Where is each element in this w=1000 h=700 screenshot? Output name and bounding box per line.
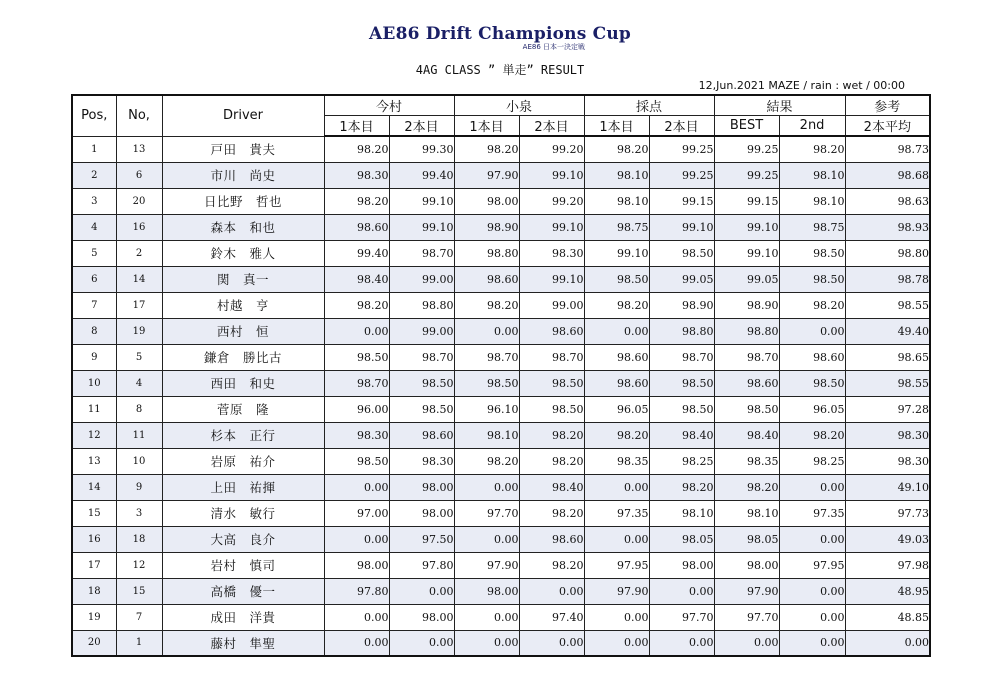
score-cell: 98.60 [584, 370, 649, 396]
driver-cell: 日比野 哲也 [162, 188, 324, 214]
score-cell: 97.90 [714, 578, 779, 604]
score-cell: 99.10 [649, 214, 714, 240]
score-cell: 98.05 [714, 526, 779, 552]
score-cell: 98.25 [649, 448, 714, 474]
score-cell: 98.30 [324, 422, 389, 448]
score-cell: 98.10 [584, 188, 649, 214]
score-cell: 98.20 [779, 136, 845, 162]
driver-cell: 清水 敏行 [162, 500, 324, 526]
table-row [72, 344, 930, 370]
driver-cell: 市川 尚史 [162, 162, 324, 188]
score-cell: 98.20 [779, 292, 845, 318]
pos-cell: 6 [72, 266, 116, 292]
car-number-cell: 10 [116, 448, 162, 474]
score-cell: 97.70 [649, 604, 714, 630]
driver-cell: 岩原 祐介 [162, 448, 324, 474]
header-group-judge1: 今村 [324, 95, 454, 116]
car-number-cell: 18 [116, 526, 162, 552]
pos-cell: 2 [72, 162, 116, 188]
score-cell: 98.20 [454, 292, 519, 318]
table-row [72, 370, 930, 396]
score-cell: 98.50 [779, 370, 845, 396]
score-cell: 97.98 [845, 552, 930, 578]
score-cell: 98.60 [714, 370, 779, 396]
score-cell: 0.00 [324, 318, 389, 344]
score-cell: 98.00 [649, 552, 714, 578]
car-number-cell: 19 [116, 318, 162, 344]
pos-cell: 5 [72, 240, 116, 266]
score-cell: 98.40 [649, 422, 714, 448]
score-cell: 98.55 [845, 370, 930, 396]
car-number-cell: 3 [116, 500, 162, 526]
score-cell: 97.73 [845, 500, 930, 526]
score-cell: 97.00 [324, 500, 389, 526]
header-sub: 2本平均 [845, 116, 930, 137]
car-number-cell: 5 [116, 344, 162, 370]
score-cell: 99.10 [519, 162, 584, 188]
table-row [72, 240, 930, 266]
table-row [72, 526, 930, 552]
score-cell: 98.75 [584, 214, 649, 240]
score-cell: 99.00 [519, 292, 584, 318]
score-cell: 96.05 [584, 396, 649, 422]
car-number-cell: 13 [116, 136, 162, 162]
score-cell: 97.90 [454, 552, 519, 578]
score-cell: 0.00 [584, 630, 649, 656]
driver-cell: 森本 和也 [162, 214, 324, 240]
score-cell: 99.30 [389, 136, 454, 162]
score-cell: 98.65 [845, 344, 930, 370]
score-cell: 98.20 [324, 188, 389, 214]
score-cell: 98.25 [779, 448, 845, 474]
score-cell: 98.20 [584, 422, 649, 448]
pos-cell: 3 [72, 188, 116, 214]
score-cell: 0.00 [649, 578, 714, 604]
table-row [72, 188, 930, 214]
car-number-cell: 17 [116, 292, 162, 318]
pos-cell: 19 [72, 604, 116, 630]
score-cell: 98.20 [519, 422, 584, 448]
score-cell: 0.00 [845, 630, 930, 656]
score-cell: 98.30 [389, 448, 454, 474]
score-cell: 98.50 [649, 370, 714, 396]
score-cell: 97.90 [584, 578, 649, 604]
score-cell: 98.50 [519, 370, 584, 396]
score-cell: 98.93 [845, 214, 930, 240]
score-cell: 0.00 [324, 526, 389, 552]
score-cell: 48.85 [845, 604, 930, 630]
score-cell: 98.30 [324, 162, 389, 188]
score-cell: 0.00 [779, 318, 845, 344]
score-cell: 98.60 [519, 318, 584, 344]
header-group-judge2: 小泉 [454, 95, 584, 116]
header-sub: BEST [714, 116, 779, 137]
header-sub: 2本目 [519, 116, 584, 137]
score-cell: 98.50 [714, 396, 779, 422]
score-cell: 98.10 [779, 188, 845, 214]
driver-cell: 鈴木 雅人 [162, 240, 324, 266]
score-cell: 0.00 [779, 578, 845, 604]
pos-cell: 20 [72, 630, 116, 656]
score-cell: 99.15 [714, 188, 779, 214]
car-number-cell: 9 [116, 474, 162, 500]
score-cell: 97.95 [584, 552, 649, 578]
header-sub: 2本目 [649, 116, 714, 137]
score-cell: 98.20 [454, 136, 519, 162]
driver-cell: 藤村 隼聖 [162, 630, 324, 656]
score-cell: 0.00 [324, 474, 389, 500]
score-cell: 97.80 [324, 578, 389, 604]
score-cell: 0.00 [779, 604, 845, 630]
score-cell: 99.10 [714, 214, 779, 240]
car-number-cell: 11 [116, 422, 162, 448]
score-cell: 98.20 [519, 500, 584, 526]
driver-cell: 高橋 優一 [162, 578, 324, 604]
score-cell: 0.00 [584, 474, 649, 500]
score-cell: 98.63 [845, 188, 930, 214]
header-sub: 1本目 [324, 116, 389, 137]
score-cell: 99.00 [389, 266, 454, 292]
score-cell: 98.00 [324, 552, 389, 578]
score-cell: 0.00 [389, 630, 454, 656]
score-cell: 99.10 [584, 240, 649, 266]
score-cell: 98.50 [324, 344, 389, 370]
pos-cell: 13 [72, 448, 116, 474]
score-cell: 98.30 [845, 422, 930, 448]
score-cell: 98.20 [584, 136, 649, 162]
table-row [72, 136, 930, 162]
score-cell: 99.10 [389, 214, 454, 240]
score-cell: 0.00 [454, 630, 519, 656]
score-cell: 97.40 [519, 604, 584, 630]
car-number-cell: 15 [116, 578, 162, 604]
score-cell: 98.50 [649, 240, 714, 266]
score-cell: 98.20 [649, 474, 714, 500]
score-cell: 49.40 [845, 318, 930, 344]
header-group-score: 採点 [584, 95, 714, 116]
score-cell: 97.35 [584, 500, 649, 526]
driver-cell: 関 真一 [162, 266, 324, 292]
car-number-cell: 1 [116, 630, 162, 656]
car-number-cell: 7 [116, 604, 162, 630]
driver-cell: 戸田 貴夫 [162, 136, 324, 162]
pos-cell: 7 [72, 292, 116, 318]
header-sub: 2nd [779, 116, 845, 137]
score-cell: 98.40 [324, 266, 389, 292]
score-cell: 0.00 [389, 578, 454, 604]
score-cell: 98.05 [649, 526, 714, 552]
score-cell: 99.05 [714, 266, 779, 292]
driver-cell: 鎌倉 勝比古 [162, 344, 324, 370]
score-cell: 98.80 [454, 240, 519, 266]
table-row [72, 474, 930, 500]
score-cell: 96.10 [454, 396, 519, 422]
score-cell: 97.70 [454, 500, 519, 526]
table-row [72, 396, 930, 422]
score-cell: 0.00 [519, 630, 584, 656]
score-cell: 0.00 [779, 526, 845, 552]
table-row [72, 604, 930, 630]
car-number-cell: 20 [116, 188, 162, 214]
score-cell: 99.25 [714, 136, 779, 162]
score-cell: 48.95 [845, 578, 930, 604]
table-row [72, 266, 930, 292]
driver-cell: 村越 亨 [162, 292, 324, 318]
score-cell: 98.00 [454, 578, 519, 604]
pos-cell: 16 [72, 526, 116, 552]
event-logo [0, 24, 1000, 52]
pos-cell: 10 [72, 370, 116, 396]
score-cell: 98.35 [584, 448, 649, 474]
score-cell: 98.80 [845, 240, 930, 266]
score-cell: 98.60 [324, 214, 389, 240]
header-sub: 1本目 [584, 116, 649, 137]
score-cell: 98.90 [714, 292, 779, 318]
driver-cell: 成田 洋貴 [162, 604, 324, 630]
score-cell: 0.00 [779, 474, 845, 500]
score-cell: 0.00 [324, 630, 389, 656]
score-cell: 98.60 [389, 422, 454, 448]
score-cell: 98.20 [714, 474, 779, 500]
score-cell: 99.10 [389, 188, 454, 214]
score-cell: 0.00 [649, 630, 714, 656]
event-info: 12,Jun.2021 MAZE / rain : wet / 00:00 [698, 79, 905, 92]
score-cell: 98.60 [584, 344, 649, 370]
score-cell: 98.90 [454, 214, 519, 240]
pos-cell: 4 [72, 214, 116, 240]
score-cell: 97.80 [389, 552, 454, 578]
score-cell: 96.00 [324, 396, 389, 422]
page-title: 4AG CLASS ” 単走” RESULT [415, 63, 585, 77]
score-cell: 98.55 [845, 292, 930, 318]
score-cell: 0.00 [584, 318, 649, 344]
score-cell: 0.00 [454, 526, 519, 552]
score-cell: 0.00 [454, 604, 519, 630]
score-cell: 98.30 [845, 448, 930, 474]
score-cell: 98.70 [519, 344, 584, 370]
driver-cell: 西田 和史 [162, 370, 324, 396]
score-cell: 97.95 [779, 552, 845, 578]
score-cell: 0.00 [324, 604, 389, 630]
header-group-result: 結果 [714, 95, 845, 116]
score-cell: 98.20 [779, 422, 845, 448]
score-cell: 98.10 [779, 162, 845, 188]
pos-cell: 11 [72, 396, 116, 422]
driver-cell: 杉本 正行 [162, 422, 324, 448]
header-driver: Driver [162, 95, 324, 136]
header-group-reference: 参考 [845, 95, 930, 116]
score-cell: 98.70 [389, 344, 454, 370]
table-row [72, 422, 930, 448]
pos-cell: 9 [72, 344, 116, 370]
score-cell: 98.10 [454, 422, 519, 448]
header-sub: 2本目 [389, 116, 454, 137]
pos-cell: 17 [72, 552, 116, 578]
score-cell: 96.05 [779, 396, 845, 422]
score-cell: 98.70 [324, 370, 389, 396]
pos-cell: 1 [72, 136, 116, 162]
score-cell: 98.20 [519, 552, 584, 578]
car-number-cell: 12 [116, 552, 162, 578]
score-cell: 98.50 [519, 396, 584, 422]
score-cell: 98.20 [324, 136, 389, 162]
score-cell: 49.10 [845, 474, 930, 500]
score-cell: 98.90 [649, 292, 714, 318]
score-cell: 98.20 [454, 448, 519, 474]
score-cell: 97.50 [389, 526, 454, 552]
score-cell: 99.15 [649, 188, 714, 214]
score-cell: 98.75 [779, 214, 845, 240]
logo-title: AE86 Drift Champions Cup [369, 24, 631, 44]
pos-cell: 15 [72, 500, 116, 526]
logo-subtitle: AE86 日本一決定戦 [522, 43, 585, 51]
score-cell: 98.70 [649, 344, 714, 370]
table-row [72, 318, 930, 344]
pos-cell: 12 [72, 422, 116, 448]
score-cell: 98.10 [649, 500, 714, 526]
score-cell: 99.25 [649, 136, 714, 162]
table-row [72, 552, 930, 578]
score-cell: 98.50 [389, 396, 454, 422]
score-cell: 98.50 [324, 448, 389, 474]
score-cell: 98.20 [324, 292, 389, 318]
car-number-cell: 16 [116, 214, 162, 240]
score-cell: 98.50 [779, 240, 845, 266]
score-cell: 98.73 [845, 136, 930, 162]
score-cell: 0.00 [454, 318, 519, 344]
score-cell: 98.30 [519, 240, 584, 266]
score-cell: 0.00 [779, 630, 845, 656]
score-cell: 98.50 [649, 396, 714, 422]
score-cell: 98.00 [389, 604, 454, 630]
score-cell: 0.00 [519, 578, 584, 604]
table-row [72, 162, 930, 188]
score-cell: 98.78 [845, 266, 930, 292]
driver-cell: 西村 恒 [162, 318, 324, 344]
score-cell: 99.10 [714, 240, 779, 266]
driver-cell: 大高 良介 [162, 526, 324, 552]
score-cell: 0.00 [584, 604, 649, 630]
score-cell: 98.50 [584, 266, 649, 292]
score-cell: 99.20 [519, 136, 584, 162]
score-cell: 98.20 [519, 448, 584, 474]
score-cell: 98.10 [714, 500, 779, 526]
score-cell: 99.25 [649, 162, 714, 188]
score-cell: 98.00 [389, 474, 454, 500]
score-cell: 98.50 [389, 370, 454, 396]
score-cell: 99.20 [519, 188, 584, 214]
score-cell: 98.60 [779, 344, 845, 370]
driver-cell: 菅原 隆 [162, 396, 324, 422]
score-cell: 99.00 [389, 318, 454, 344]
score-cell: 98.80 [389, 292, 454, 318]
header-sub: 1本目 [454, 116, 519, 137]
car-number-cell: 6 [116, 162, 162, 188]
score-cell: 99.10 [519, 214, 584, 240]
score-cell: 98.20 [584, 292, 649, 318]
car-number-cell: 8 [116, 396, 162, 422]
score-cell: 98.00 [714, 552, 779, 578]
score-cell: 98.60 [454, 266, 519, 292]
score-cell: 98.80 [649, 318, 714, 344]
score-cell: 0.00 [454, 474, 519, 500]
score-cell: 98.40 [519, 474, 584, 500]
score-cell: 99.25 [714, 162, 779, 188]
score-cell: 98.50 [779, 266, 845, 292]
score-cell: 98.68 [845, 162, 930, 188]
score-cell: 97.90 [454, 162, 519, 188]
score-cell: 98.80 [714, 318, 779, 344]
score-cell: 98.50 [454, 370, 519, 396]
header-no: No, [116, 95, 162, 136]
table-row [72, 578, 930, 604]
results-table [71, 94, 931, 657]
score-cell: 49.03 [845, 526, 930, 552]
car-number-cell: 2 [116, 240, 162, 266]
car-number-cell: 4 [116, 370, 162, 396]
table-row [72, 214, 930, 240]
table-row [72, 292, 930, 318]
driver-cell: 岩村 慎司 [162, 552, 324, 578]
score-cell: 99.40 [324, 240, 389, 266]
score-cell: 0.00 [714, 630, 779, 656]
score-cell: 98.35 [714, 448, 779, 474]
score-cell: 98.70 [389, 240, 454, 266]
score-cell: 97.35 [779, 500, 845, 526]
table-row [72, 500, 930, 526]
score-cell: 97.28 [845, 396, 930, 422]
score-cell: 98.00 [454, 188, 519, 214]
score-cell: 99.05 [649, 266, 714, 292]
table-row [72, 630, 930, 656]
car-number-cell: 14 [116, 266, 162, 292]
pos-cell: 14 [72, 474, 116, 500]
score-cell: 98.40 [714, 422, 779, 448]
score-cell: 98.70 [454, 344, 519, 370]
driver-cell: 上田 祐揮 [162, 474, 324, 500]
score-cell: 99.10 [519, 266, 584, 292]
score-cell: 0.00 [584, 526, 649, 552]
score-cell: 98.70 [714, 344, 779, 370]
header-pos: Pos, [72, 95, 116, 136]
pos-cell: 18 [72, 578, 116, 604]
table-row [72, 448, 930, 474]
score-cell: 98.10 [584, 162, 649, 188]
score-cell: 97.70 [714, 604, 779, 630]
score-cell: 98.60 [519, 526, 584, 552]
score-cell: 99.40 [389, 162, 454, 188]
pos-cell: 8 [72, 318, 116, 344]
score-cell: 98.00 [389, 500, 454, 526]
